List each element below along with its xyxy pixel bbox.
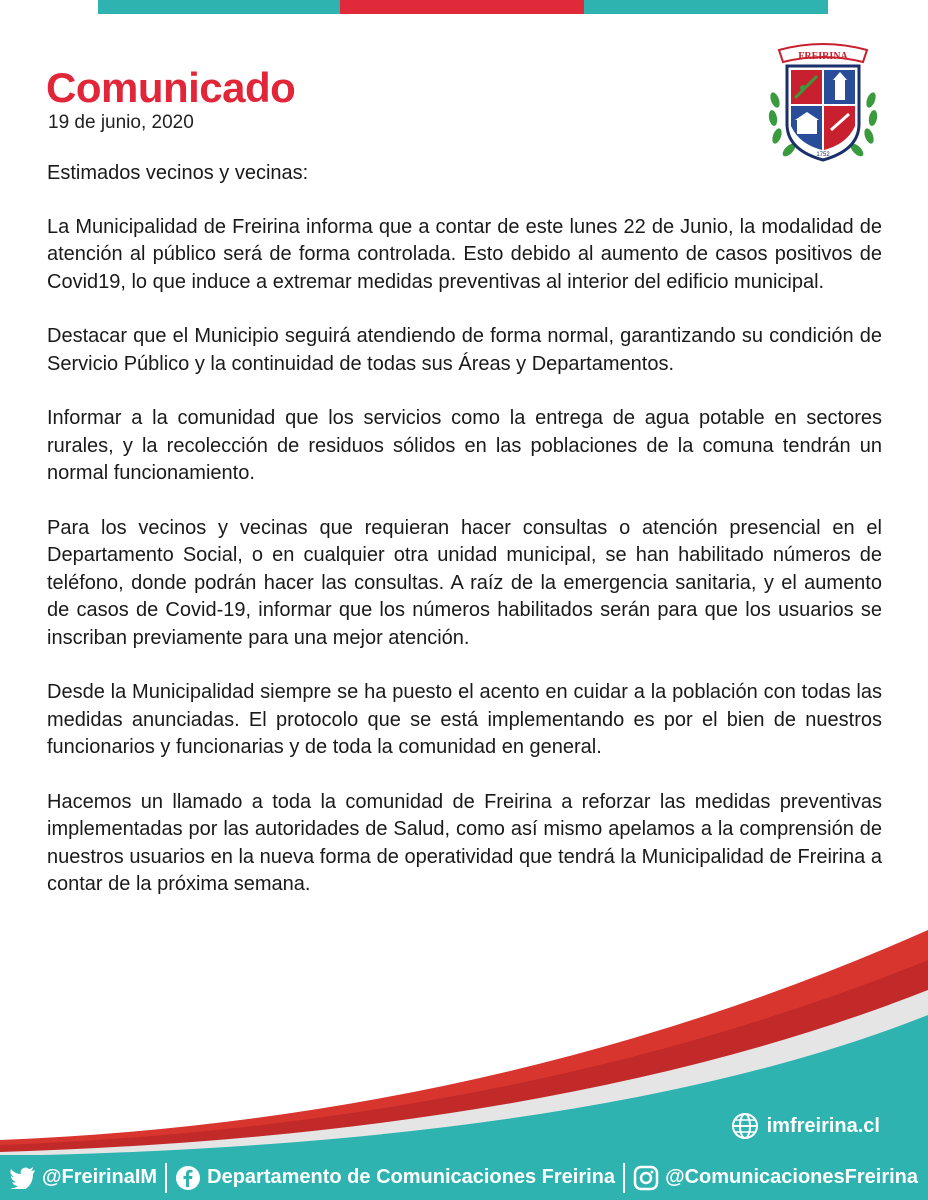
freirina-crest-logo [765,40,881,168]
greeting: Estimados vecinos y vecinas: [47,162,309,184]
website-label: imfreirina.cl [766,1114,880,1137]
communique-body [47,160,882,926]
facebook-page: Departamento de Comunicaciones Freirina [207,1166,616,1188]
globe-icon [731,1112,759,1140]
top-bar-teal-left [98,0,340,14]
facebook-icon [175,1165,201,1191]
instagram-handle: @ComunicacionesFreirina [665,1166,918,1188]
paragraph: Desde la Municipalidad siempre se ha puesto el acento en cuidar a la población con todas las medidas anunciadas. El protocolo que se está implementando es por el bien de nuestros funcionarios y funcionarias y de toda la comunidad en general. [47,681,882,758]
twitter-icon [10,1167,36,1189]
top-bar-teal-right [584,0,828,14]
twitter-handle: @FreirinaIM [42,1166,158,1188]
page-title: Comunicado [46,64,296,111]
paragraph: Para los vecinos y vecinas que requieran hacer consultas o atención presencial en el Departamento Social, o en cualquier otra unidad municipal, se han habilitado números de teléfono, donde podrán hacer las consultas. A raíz de la emergencia sanitaria, y el aumento de casos de Covid-19, informar que los números habilitados serán para que los usuarios se inscriban previamente para una mejor atención. [47,516,882,649]
social-footer [0,1155,928,1200]
paragraph: Destacar que el Municipio seguirá atendiendo de forma normal, garantizando su condición de Servicio Público y la continuidad de todas sus Áreas y Departamentos. [47,325,882,375]
website-link[interactable] [731,1112,880,1140]
top-bar-red [340,0,584,14]
footer-divider [165,1163,167,1193]
top-color-bars [98,0,828,14]
publication-date: 19 de junio, 2020 [48,112,194,133]
facebook-link[interactable] [175,1165,615,1191]
crest-year: 1752 [816,152,830,158]
instagram-link[interactable] [633,1165,918,1191]
paragraph: Informar a la comunidad que los servicios como la entrega de agua potable en sectores rurales, y la recolección de residuos sólidos en las poblaciones de la comuna tendrán un normal funcionamiento. [47,407,882,484]
crest-banner-text: FREIRINA [798,51,848,62]
paragraph: Hacemos un llamado a toda la comunidad de Freirina a reforzar las medidas preventivas implementadas por las autoridades de Salud, como así mismo apelamos a la comprensión de nuestros usuarios en la nueva forma de operatividad que tendrá la Municipalidad de Freirina a contar de la próxima semana. [47,790,882,895]
paragraph: La Municipalidad de Freirina informa que a contar de este lunes 22 de Junio, la modalidad de atención al público será de forma controlada. Esto debido al aumento de casos positivos de Covid19, lo que induce a extremar medidas preventivas al interior del edificio municipal. [47,215,882,293]
footer-divider [623,1163,625,1193]
twitter-link[interactable] [10,1166,157,1189]
instagram-icon [633,1165,659,1191]
